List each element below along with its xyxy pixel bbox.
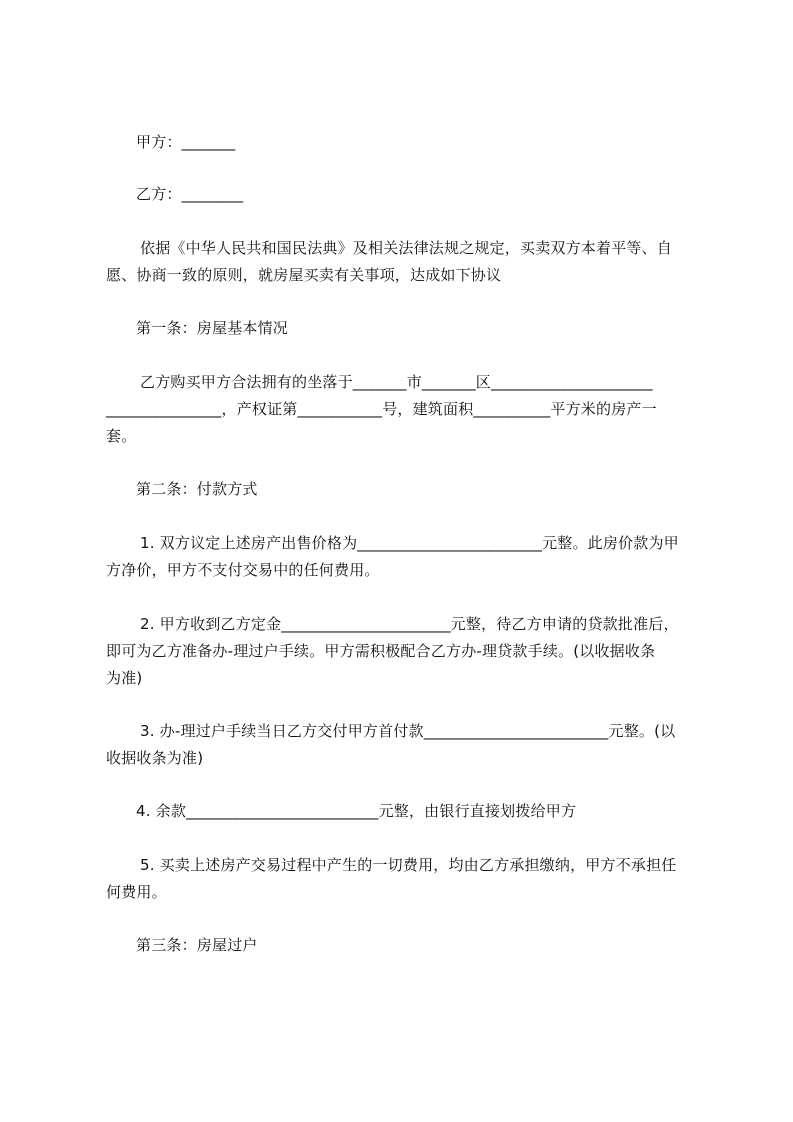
article-2-item-1-line-1: 1. 双方议定上述房产出售价格为________________________元整。此房价款为甲 (140, 534, 679, 552)
article-3-heading: 第三条：房屋过户 (136, 936, 258, 954)
intro-line-1: 依据《中华人民共和国民法典》及相关法律法规之规定，买卖双方本着平等、自 (140, 239, 673, 257)
article-1-heading: 第一条：房屋基本情况 (136, 319, 289, 337)
article-2-item-2-line-3: 为准) (106, 669, 143, 687)
article-2-item-3-line-2: 收据收条为准) (106, 749, 204, 767)
intro-line-2: 愿、协商一致的原则，就房屋买卖有关事项，达成如下协议 (106, 266, 502, 284)
article-2-item-4-line-1: 4. 余款_________________________元整，由银行直接划拨给甲方 (136, 802, 577, 820)
article-2-item-5-line-2: 何费用。 (106, 883, 167, 901)
party-b: 乙方：________ (136, 185, 244, 203)
article-1-line-3: 套。 (106, 427, 137, 445)
article-2-item-1-line-2: 方净价，甲方不支付交易中的任何费用。 (106, 561, 380, 579)
article-2-item-2-line-2: 即可为乙方准备办-理过户手续。甲方需积极配合乙方办-理贷款手续。(以收据收条 (106, 642, 656, 660)
article-2-heading: 第二条：付款方式 (136, 480, 258, 498)
article-1-line-1: 乙方购买甲方合法拥有的坐落于_______市_______区_____________________ (140, 373, 653, 391)
party-a: 甲方：_______ (136, 133, 236, 151)
article-1-line-2: _______________，产权证第___________号，建筑面积__________平方米的房产一 (106, 400, 657, 418)
article-2-item-2-line-1: 2. 甲方收到乙方定金______________________元整，待乙方申请的贷款批准后， (140, 615, 679, 633)
article-2-item-3-line-1: 3. 办-理过户手续当日乙方交付甲方首付款________________________元整。(以 (140, 722, 676, 740)
article-2-item-5-line-1: 5. 买卖上述房产交易过程中产生的一切费用，均由乙方承担缴纳，甲方不承担任 (140, 856, 677, 874)
